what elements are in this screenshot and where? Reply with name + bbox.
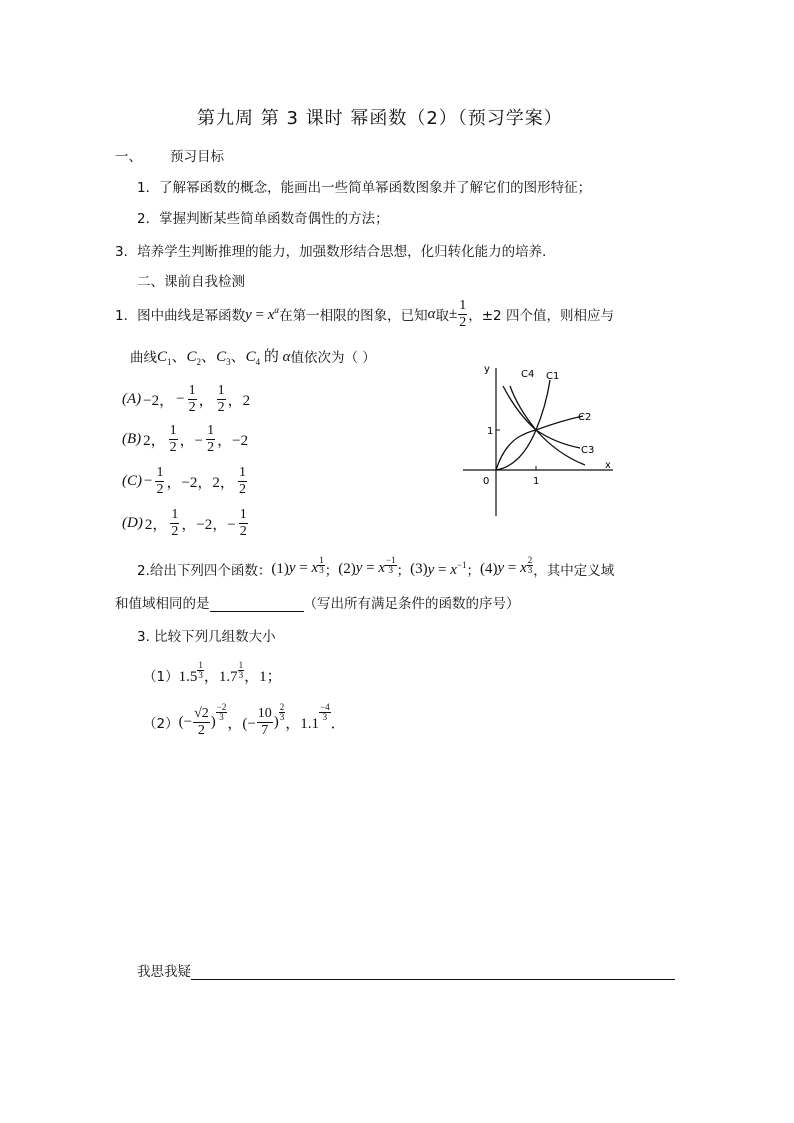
x-tick-label: 1 — [533, 476, 540, 487]
curve-c1 — [496, 380, 550, 470]
answer-blank[interactable] — [210, 596, 304, 612]
power-function-formula: $y = x^\alpha$ — [245, 304, 280, 323]
alpha-symbol: α — [427, 305, 436, 322]
section-number: 一、 — [115, 149, 142, 165]
power-function-graph — [455, 358, 625, 523]
plus-minus-symbol: ± — [449, 305, 458, 322]
q2-prefix: 2.给出下列四个函数： — [137, 563, 272, 579]
curve-label-c4: C4 — [521, 369, 535, 380]
q2-line2-prefix: 和值域相同的是 — [115, 596, 210, 612]
section-heading: 二、课前自我检测 — [137, 274, 245, 290]
compare-set-2: (− $\frac{√2}{2}$ ) $^{-2 3}$ ，(− $\frac{10}{7}$ ) $^{2 3}$ ，1.1 $^{-4 3}$ ． — [178, 701, 346, 738]
option-c: (C) − $\frac{1}{2}$ ，−2，2， $\frac{1}{2}$ — [122, 465, 246, 497]
goal-item: 3．培养学生判断推理的能力，加强数形结合思想，化归转化能力的培养． — [115, 244, 556, 260]
q1-mid1: 在第一相限的图象，已知 — [279, 308, 428, 324]
q1-prefix: 1．图中曲线是幂函数 — [115, 308, 246, 324]
compare-set-1: 1.5 $^{\frac{1}{3}}$ ，1.7 $^{\frac{1}{3}}$ ，1； — [178, 659, 282, 685]
reflection-row — [137, 960, 675, 980]
option-label: (A) — [122, 391, 142, 407]
function-number: (3) — [410, 560, 428, 577]
part-label: （1） — [143, 669, 179, 685]
y-tick-label: 1 — [487, 426, 494, 437]
option-d: (D) 2， $\frac{1}{2}$ ，−2，− $\frac{1}{2}$ — [122, 507, 247, 539]
y-axis-label: y — [484, 364, 490, 375]
q1-mid2: 取 — [435, 308, 450, 324]
function-4: y = x $^{\frac{2}{3}}$ — [497, 554, 533, 576]
option-a: (A) −2， − $\frac{1}{2}$ ， $\frac{1}{2}$ ，2 — [122, 383, 251, 415]
q2-line2-suffix: （写出所有满足条件的函数的序号） — [303, 596, 520, 612]
option-b: (B) 2， $\frac{1}{2}$ ，− $\frac{1}{2}$ ，−2 — [122, 423, 249, 455]
reflection-label: 我思我疑 — [137, 964, 191, 980]
curve-c2 — [496, 416, 583, 470]
question-1-stem-line2 — [130, 345, 376, 367]
curve-label-c1: C1 — [546, 371, 560, 382]
question-3-part-2 — [143, 702, 346, 742]
function-3: $y = x^{-1}$ — [427, 559, 467, 578]
function-number: (2) — [338, 560, 356, 577]
part-label: （2） — [143, 716, 179, 732]
section-heading: 预习目标 — [170, 149, 224, 165]
option-label: (B) — [122, 431, 142, 447]
option-label: (D) — [122, 515, 143, 531]
goal-item: 2．掌握判断某些简单函数奇偶性的方法； — [137, 211, 389, 227]
question-2-stem: 2.给出下列四个函数： (1) y = x $^{\frac{1}{3}}$ ； (2) y = x $^{\frac{-1}{3}}$ ； (3) $y = x^{-1}$ ； (4) y = x $^{\frac{2}{3}}$ ，其中定义域 — [137, 554, 615, 579]
function-number: (4) — [479, 560, 498, 577]
origin-label: 0 — [483, 476, 490, 487]
goal-item: 1．了解幂函数的概念，能画出一些简单幂函数图象并了解它们的图形特征； — [137, 180, 592, 196]
reflection-blank[interactable] — [191, 964, 675, 980]
fraction-one-half: $\frac{1}{2}$ — [459, 297, 467, 330]
function-number: (1) — [271, 560, 289, 577]
curve-labels: $C_1$、$C_2$、$C_3$、$C_4$ 的 α — [157, 349, 291, 367]
page-title: 第九周 第 3 课时 幂函数（2）（预习学案） — [197, 108, 563, 129]
q1-line2-prefix: 曲线 — [130, 350, 157, 366]
function-1: y = x $^{\frac{1}{3}}$ — [288, 554, 324, 576]
q2-tail: ，其中定义域 — [533, 563, 615, 579]
option-label: (C) — [122, 473, 142, 489]
x-axis-label: x — [605, 460, 611, 471]
q1-after: ，±2 四个值，则相应与 — [468, 308, 614, 324]
function-2: y = x $^{\frac{-1}{3}}$ — [355, 554, 396, 576]
question-3-part-1 — [143, 660, 282, 690]
curve-label-c2: C2 — [578, 412, 592, 423]
q1-line2-suffix: 值依次为（ ） — [290, 350, 376, 366]
question-2-line2 — [115, 592, 520, 612]
question-1-stem — [115, 296, 614, 332]
question-3-stem: 3. 比较下列几组数大小 — [137, 629, 276, 645]
curve-label-c3: C3 — [581, 445, 595, 456]
